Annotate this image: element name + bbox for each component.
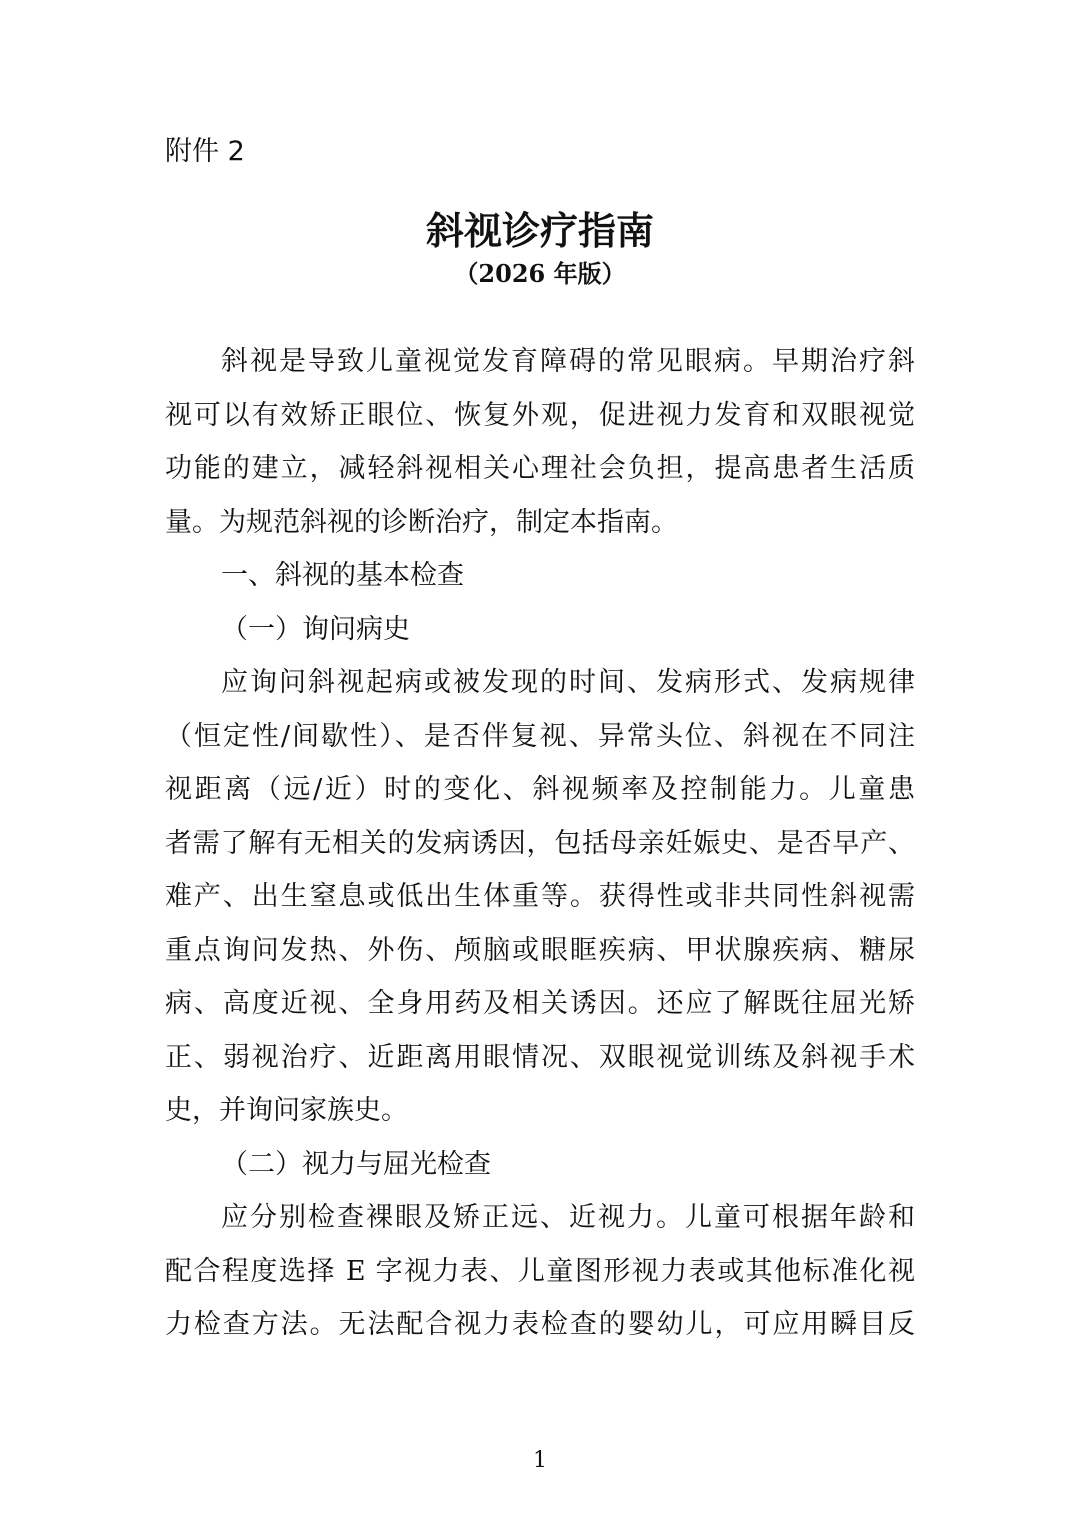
paragraph-line: 应分别检查裸眼及矫正远、近视力。儿童可根据年龄和 bbox=[221, 1202, 915, 1233]
paragraph-line: 视可以有效矫正眼位、恢复外观，促进视力发育和双眼视觉 bbox=[165, 399, 915, 431]
document-subtitle: （2026 年版） bbox=[454, 259, 626, 288]
section-heading: 一、斜视的基本检查 bbox=[221, 560, 464, 591]
paragraph-line: 者需了解有无相关的发病诱因，包括母亲妊娠史、是否早产、 bbox=[165, 827, 915, 859]
subsection-heading: （一）询问病史 bbox=[221, 613, 410, 645]
paragraph-line: 配合程度选择 E 字视力表、儿童图形视力表或其他标准化视 bbox=[165, 1255, 915, 1287]
paragraph-line: 正、弱视治疗、近距离用眼情况、双眼视觉训练及斜视手术 bbox=[165, 1041, 915, 1073]
document-body bbox=[165, 335, 915, 1352]
paragraph-line: 力检查方法。无法配合视力表检查的婴幼儿，可应用瞬目反 bbox=[165, 1309, 915, 1340]
page-number: 1 bbox=[533, 1448, 547, 1473]
paragraph-line: 重点询问发热、外伤、颅脑或眼眶疾病、甲状腺疾病、糖尿 bbox=[165, 934, 915, 966]
paragraph-line: （恒定性/间歇性）、是否伴复视、异常头位、斜视在不同注 bbox=[165, 720, 915, 752]
paragraph-line: 功能的建立，减轻斜视相关心理社会负担，提高患者生活质 bbox=[165, 453, 915, 484]
paragraph-line: 病、高度近视、全身用药及相关诱因。还应了解既往屈光矫 bbox=[165, 988, 915, 1019]
paragraph-line: 应询问斜视起病或被发现的时间、发病形式、发病规律 bbox=[221, 667, 915, 698]
subsection-heading: （二）视力与屈光检查 bbox=[221, 1148, 491, 1180]
paragraph-line: 史，并询问家族史。 bbox=[165, 1095, 408, 1126]
paragraph-line: 难产、出生窒息或低出生体重等。获得性或非共同性斜视需 bbox=[165, 881, 915, 912]
paragraph-line: 斜视是导致儿童视觉发育障碍的常见眼病。早期治疗斜 bbox=[221, 346, 915, 377]
paragraph-line: 量。为规范斜视的诊断治疗，制定本指南。 bbox=[165, 506, 678, 538]
attachment-label: 附件 2 bbox=[165, 136, 245, 167]
document-title: 斜视诊疗指南 bbox=[425, 209, 654, 253]
paragraph-line: 视距离（远/近）时的变化、斜视频率及控制能力。儿童患 bbox=[165, 774, 915, 805]
